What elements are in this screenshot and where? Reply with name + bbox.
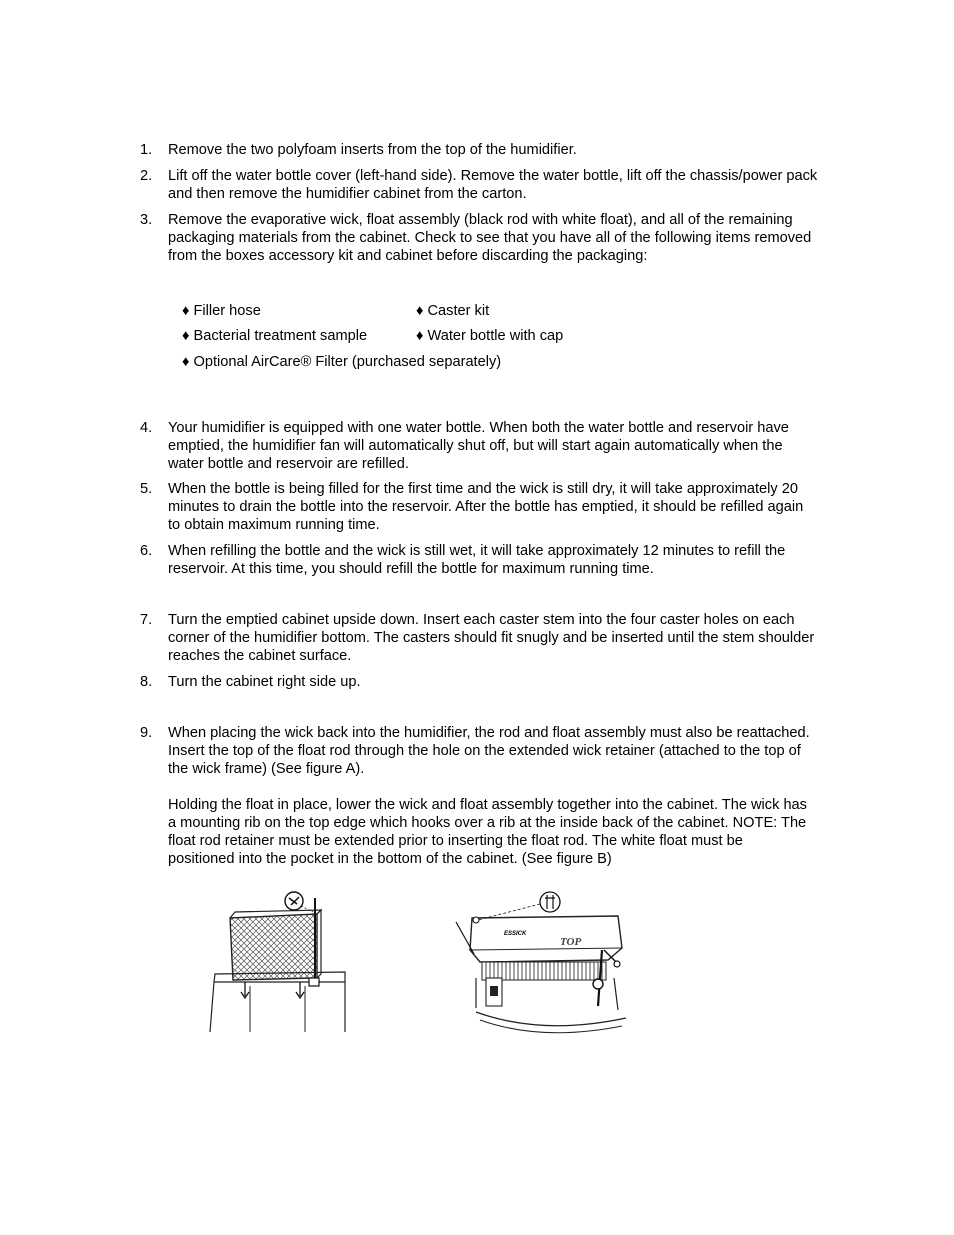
figure-b-illustration [432, 886, 632, 1036]
step-number: 1. [140, 142, 153, 158]
step-text: When refilling the bottle and the wick is still wet, it will take approximately 12 minutes to refill the reservoir. At this time, you should refill the bottle for maximum running time. [168, 543, 786, 577]
bullet-filler-hose: ♦ Filler hose [182, 303, 261, 319]
step-number: 8. [140, 674, 153, 690]
step-number: 7. [140, 612, 153, 628]
step-text: Remove the two polyfoam inserts from the top of the humidifier. [168, 142, 577, 158]
bullet-caster-kit: ♦ Caster kit [416, 303, 490, 319]
bullet-aircare-filter: ♦ Optional AirCare® Filter (purchased separately) [182, 354, 502, 370]
figure-a-illustration [205, 886, 355, 1036]
step-number: 9. [140, 725, 153, 741]
step-text: Remove the evaporative wick, float assembly (black rod with white float), and all of the remaining packaging materials from the cabinet. Check to see that you have all of the following items removed from the boxes accessory kit and cabinet before discarding the packaging: [168, 212, 812, 264]
step-text: When the bottle is being filled for the first time and the wick is still dry, it will take approximately 20 minutes to drain the bottle into the reservoir. After the bottle has emptied, it should be refilled again to obtain maximum running time. [168, 481, 804, 533]
top-label: TOP [560, 936, 582, 948]
step-number: 2. [140, 168, 153, 184]
step-text: Lift off the water bottle cover (left-hand side). Remove the water bottle, lift off the chassis/power pack and then remove the humidifier cabinet from the carton. [168, 168, 818, 202]
step-number: 6. [140, 543, 153, 559]
bullet-water-bottle: ♦ Water bottle with cap [416, 328, 564, 344]
step-number: 4. [140, 420, 153, 436]
bullet-bacterial-sample: ♦ Bacterial treatment sample [182, 328, 368, 344]
step-number: 5. [140, 481, 153, 497]
step-text: Your humidifier is equipped with one water bottle. When both the water bottle and reservoir have emptied, the humidifier fan will automatically shut off, but will start again automatically when the water bottle and reservoir are refilled. [168, 420, 789, 472]
essick-brand-label: ESSICK [504, 931, 527, 937]
step-text: When placing the wick back into the humidifier, the rod and float assembly must also be reattached. Insert the top of the float rod through the hole on the extended wick retainer (attached to the top of the wick frame) (See figure A). [168, 725, 810, 777]
step-text: Turn the emptied cabinet upside down. Insert each caster stem into the four caster holes on each corner of the humidifier bottom. The casters should fit snugly and be inserted until the stem shoulder reaches the cabinet surface. [168, 612, 815, 664]
step-text: Turn the cabinet right side up. [168, 674, 361, 690]
step-number: 3. [140, 212, 153, 228]
step-9-paragraph: Holding the float in place, lower the wick and float assembly together into the cabinet. The wick has a mounting rib on the top edge which hooks over a rib at the inside back of the cabinet. NOTE: The float rod retainer must be extended prior to inserting the float rod. The white float must be positioned into the pocket in the bottom of the cabinet. (See figure B) [168, 797, 807, 867]
